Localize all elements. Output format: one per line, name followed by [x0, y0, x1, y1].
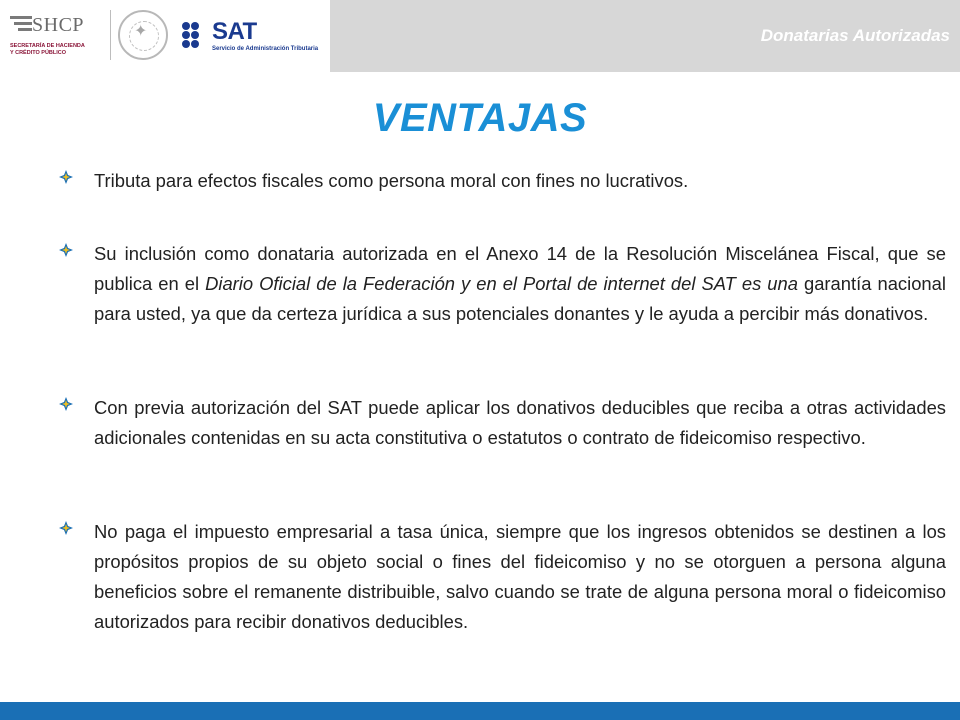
sat-logo: [180, 20, 325, 60]
section-badge-text: Donatarias Autorizadas: [760, 26, 950, 45]
section-badge: [330, 0, 960, 72]
eagle-icon: ✦: [134, 23, 148, 40]
bullet-icon: [58, 169, 74, 185]
bullet-text-italic: Diario Oficial de la Federación y en el Portal de internet del SAT es una: [205, 273, 798, 294]
logo-strip: [0, 0, 330, 72]
bullet-text-segment: garantía nacional para usted, ya que da certeza jurídica a sus potenciales donantes y le ayuda a percibir más donativos.: [94, 273, 946, 324]
bullet-text: [94, 517, 946, 637]
shcp-stripes-icon: [10, 16, 32, 40]
header: [0, 0, 960, 72]
bullet-text: [94, 239, 946, 329]
sat-mark-icon: [182, 22, 208, 48]
footer-bar: [0, 702, 960, 720]
bullet-item: [58, 239, 946, 329]
page-title: VENTAJAS: [372, 96, 588, 140]
shcp-subtitle-line2: Y CRÉDITO PÚBLICO: [10, 50, 67, 56]
logo-divider: [110, 10, 111, 60]
shcp-subtitle: [10, 43, 120, 57]
shcp-logo-text: SHCP: [32, 14, 85, 36]
bullet-text-segment: Su inclusión como donataria autorizada en el Anexo 14 de la Resolución Miscelánea Fiscal, que se publica en el: [94, 243, 946, 294]
bullet-item: [58, 517, 946, 637]
bullet-text-segment: Tributa para efectos fiscales como persona moral con fines no lucrativos.: [94, 170, 689, 191]
bullet-icon: [58, 396, 74, 412]
bullet-item: [58, 166, 946, 196]
sat-subtitle: Servicio de Administración Tributaria: [212, 46, 319, 52]
bullet-icon: [58, 520, 74, 536]
bullet-text-segment: No paga el impuesto empresarial a tasa única, siempre que los ingresos obtenidos se destinen a los propósitos propios de su objeto social o fines del fideicomiso y no se otorguen a persona alguna beneficios sobre el remanente distribuible, salvo cuando se trate de alguna persona moral o fideicomiso autorizados para recibir donativos deducibles.: [94, 521, 946, 632]
shcp-subtitle-line1: SECRETARÍA DE HACIENDA: [10, 43, 85, 49]
bullet-icon: [58, 242, 74, 258]
sat-logo-text: SAT: [212, 18, 257, 45]
bullet-text: [94, 393, 946, 453]
national-seal-icon: [118, 10, 168, 60]
bullet-text: [94, 166, 946, 196]
shcp-logo: [10, 14, 100, 64]
bullet-item: [58, 393, 946, 453]
bullet-text-segment: Con previa autorización del SAT puede aplicar los donativos deducibles que reciba a otras actividades adicionales contenidas en su acta constitutiva o estatutos o contrato de fideicomiso respectivo.: [94, 397, 946, 448]
